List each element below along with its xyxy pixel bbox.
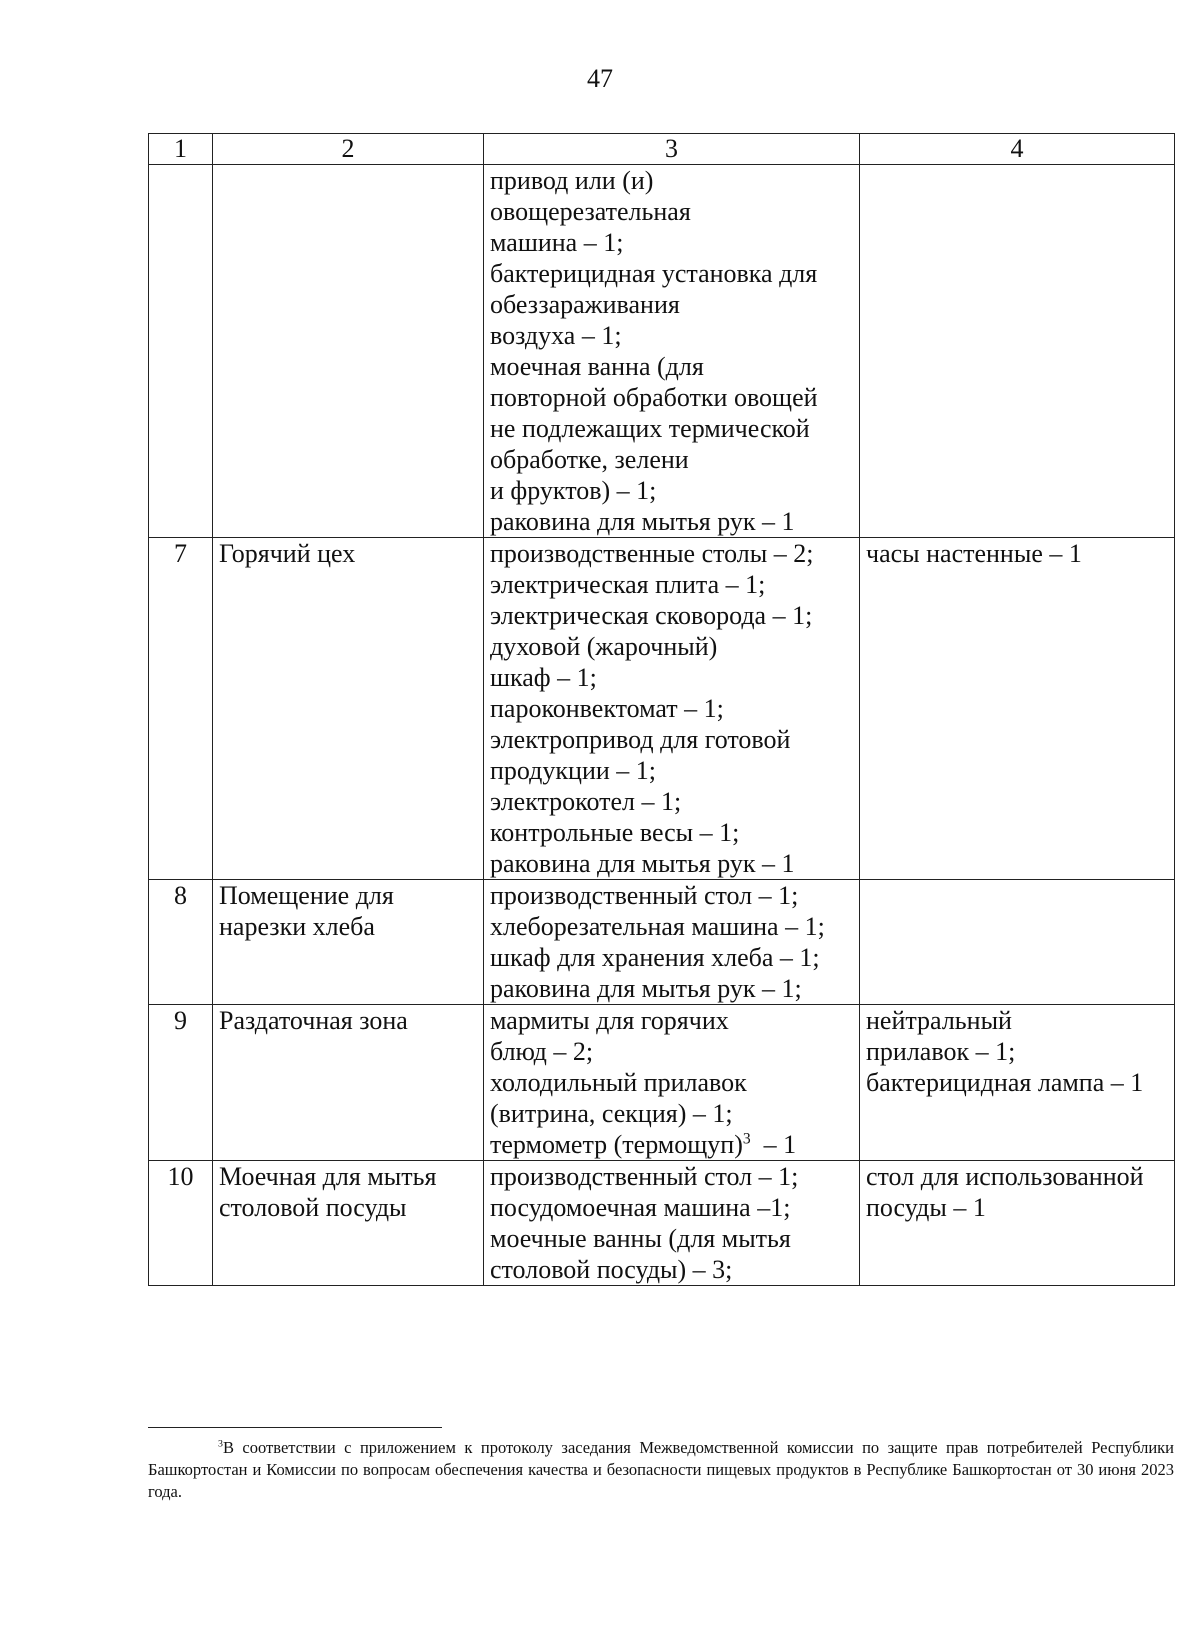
page-number: 47 [587,64,613,93]
equipment-line: привод или (и) [490,166,654,195]
equipment-line: мармиты для горячих [490,1006,729,1035]
equipment-line: машина – 1; [490,228,624,257]
equipment-line: электрокотел – 1; [490,787,682,816]
cell-num: 10 [149,1161,213,1286]
equipment-line: контрольные весы – 1; [490,818,740,847]
table-header-row [149,134,1175,165]
header-col-3: 3 [484,134,860,165]
equipment-line: шкаф для хранения хлеба – 1; [490,943,820,972]
equipment-line: столовой посуды) – 3; [490,1255,733,1284]
cell-num [149,165,213,538]
header-col-2: 2 [213,134,484,165]
equipment-line: и фруктов) – 1; [490,476,657,505]
equipment-line: духовой (жарочный) [490,632,718,661]
header-col-4: 4 [860,134,1175,165]
equipment-line: производственный стол – 1; [490,1162,799,1191]
table-row [149,1005,1175,1161]
extra-line: стол для использованной [866,1162,1144,1191]
equipment-table [148,133,1175,1286]
equipment-line: производственный стол – 1; [490,881,799,910]
cell-extra [860,880,1175,1005]
cell-room [213,538,484,880]
equipment-line: продукции – 1; [490,756,656,785]
equipment-line: моечная ванна (для [490,352,704,381]
equipment-line: моечные ванны (для мытья [490,1224,791,1253]
equipment-line: не подлежащих термической [490,414,810,443]
equipment-line: хлеборезательная машина – 1; [490,912,825,941]
equipment-line: электропривод для готовой [490,725,791,754]
cell-extra [860,1161,1175,1286]
equipment-line: раковина для мытья рук – 1; [490,974,802,1003]
room-name: столовой посуды [219,1193,407,1222]
thermometer-text: термометр (термощуп) [490,1130,743,1159]
table-row [149,538,1175,880]
equipment-line: посудомоечная машина –1; [490,1193,791,1222]
cell-room [213,165,484,538]
cell-num: 7 [149,538,213,880]
cell-extra [860,1005,1175,1161]
cell-room [213,1161,484,1286]
room-name: Помещение для [219,881,394,910]
equipment-line: блюд – 2; [490,1037,594,1066]
extra-line: прилавок – 1; [866,1037,1016,1066]
equipment-line: обеззараживания [490,290,680,319]
cell-equipment [484,1005,860,1161]
equipment-line: шкаф – 1; [490,663,597,692]
footnote-text: В соответствии с приложением к протоколу заседания Межведомственной комиссии по защите прав потребителей Республики Башкортостан и Комиссии по вопросам обеспечения качества и безопасности пищевых продуктов в Республике Башкортостан от 30 июня 2023 года. [148,1438,1174,1501]
cell-equipment [484,538,860,880]
cell-num: 8 [149,880,213,1005]
equipment-line: раковина для мытья рук – 1 [490,849,795,878]
equipment-line: обработке, зелени [490,445,689,474]
table-row [149,880,1175,1005]
header-col-1: 1 [149,134,213,165]
equipment-line: производственные столы – 2; [490,539,814,568]
equipment-line: воздуха – 1; [490,321,622,350]
equipment-line: электрическая плита – 1; [490,570,766,599]
table-row-continuation [149,165,1175,538]
equipment-line: раковина для мытья рук – 1 [490,507,795,536]
equipment-line: холодильный прилавок [490,1068,747,1097]
footnote-divider [148,1427,442,1428]
equipment-line: (витрина, секция) – 1; [490,1099,733,1128]
extra-line: нейтральный [866,1006,1012,1035]
footnote-mark: 3 [218,1438,223,1450]
extra-line: посуды – 1 [866,1193,986,1222]
cell-extra [860,165,1175,538]
equipment-line: бактерицидная установка для [490,259,818,288]
room-name: Моечная для мытья [219,1162,437,1191]
cell-room [213,1005,484,1161]
equipment-line: повторной обработки овощей [490,383,818,412]
table-row [149,1161,1175,1286]
thermometer-qty: – 1 [750,1130,797,1159]
cell-room [213,880,484,1005]
equipment-line: пароконвектомат – 1; [490,694,724,723]
cell-num: 9 [149,1005,213,1161]
cell-equipment [484,165,860,538]
equipment-line [490,1129,853,1160]
equipment-line: электрическая сковорода – 1; [490,601,813,630]
footnote [148,1437,1174,1503]
equipment-line: овощерезательная [490,197,691,226]
cell-equipment [484,880,860,1005]
footnote-ref: 3 [742,1130,751,1148]
cell-equipment [484,1161,860,1286]
room-name: Раздаточная зона [219,1006,408,1035]
extra-line: часы настенные – 1 [866,539,1082,568]
room-name: Горячий цех [219,539,356,568]
extra-line: бактерицидная лампа – 1 [866,1068,1144,1097]
room-name: нарезки хлеба [219,912,375,941]
cell-extra [860,538,1175,880]
